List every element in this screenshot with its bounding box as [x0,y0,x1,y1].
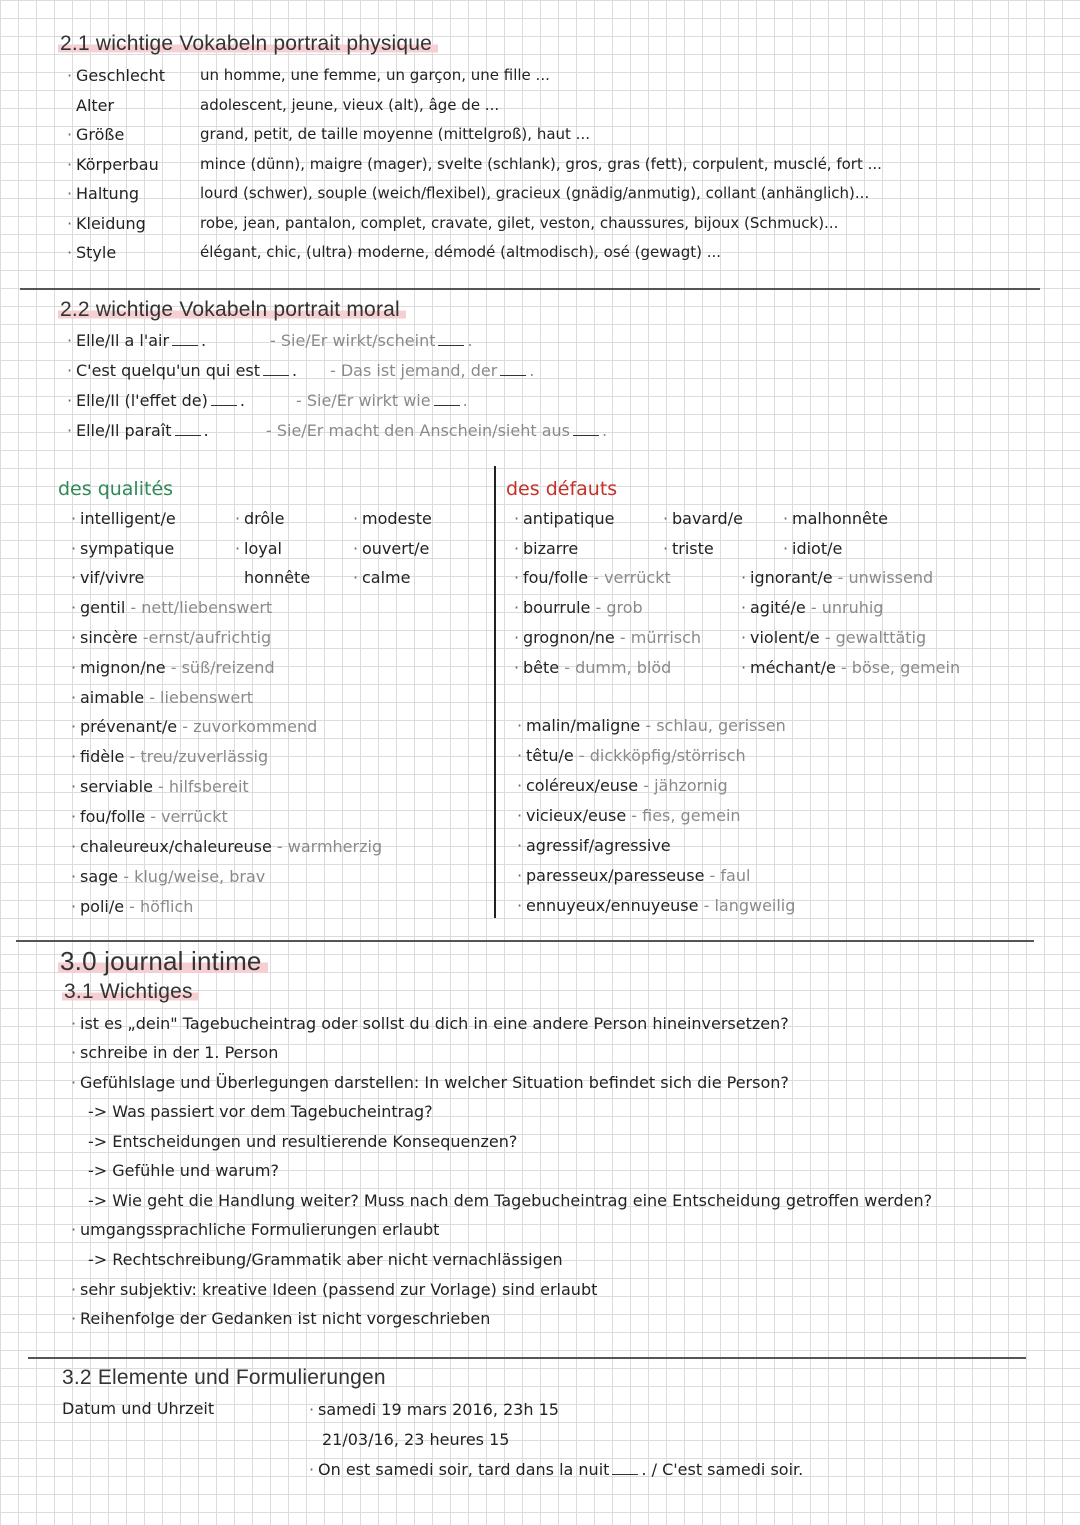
defaut-item: · fou/folle - verrückt [523,568,671,587]
datum-label: Datum und Uhrzeit [62,1399,215,1418]
qualite-item: · serviable - hilfsbereit [80,777,249,796]
defaut-item: · bavard/e [672,509,743,528]
note-subline: -> Gefühle und warum? [88,1161,280,1180]
defaut-item: · idiot/e [792,539,842,558]
qualite-item: · sympatique [80,539,174,558]
divider-3 [28,1357,1026,1359]
label-geschlecht: · Geschlecht [76,66,165,85]
phrase-de: - Sie/Er wirkt/scheint . [270,331,473,350]
value-haltung: lourd (schwer), souple (weich/flexibel), gracieux (gnädig/anmutig), collant (anhänglich)... [200,184,870,202]
defaut-item: · bête - dumm, blöd [523,658,671,677]
qualite-item: · fou/folle - verrückt [80,807,228,826]
divider-2 [16,940,1034,942]
defaut-item: · malhonnête [792,509,888,528]
label-koerperbau: · Körperbau [76,155,159,174]
defaut-item: · ignorant/e - unwissend [750,568,933,587]
phrase-fr: · Elle/Il paraît . [76,421,209,440]
defaut-item: · antipatique [523,509,614,528]
note-line: · Gefühlslage und Überlegungen darstellen: In welcher Situation befindet sich die Person? [80,1073,789,1092]
defaut-item: · paresseux/paresseuse - faul [526,866,750,885]
phrase-de: - Das ist jemand, der . [330,361,535,380]
defaut-item: · têtu/e - dickköpfig/störrisch [526,746,746,765]
phrase-fr: · Elle/Il (l'effet de) . [76,391,245,410]
defaut-item: · bizarre [523,539,578,558]
section-2-1-title: 2.1 wichtige Vokabeln portrait physique [58,32,438,56]
note-line: · sehr subjektiv: kreative Ideen (passend zur Vorlage) sind erlaubt [80,1280,597,1299]
note-subline: -> Rechtschreibung/Grammatik aber nicht vernachlässigen [88,1250,563,1269]
qualite-item: · sage - klug/weise, brav [80,867,265,886]
qualite-item: · poli/e - höflich [80,897,193,916]
phrase-fr: · C'est quelqu'un qui est . [76,361,297,380]
defaut-item: · vicieux/euse - fies, gemein [526,806,741,825]
qualite-item: · prévenant/e - zuvorkommend [80,717,317,736]
divider-1 [20,288,1040,290]
qualite-item: · ouvert/e [362,539,429,558]
phrase-de: - Sie/Er wirkt wie . [296,391,468,410]
defaut-item: · grognon/ne - mürrisch [523,628,701,647]
datum-example: 21/03/16, 23 heures 15 [322,1430,510,1449]
datum-example: · On est samedi soir, tard dans la nuit . / C'est samedi soir. [318,1460,803,1479]
value-kleidung: robe, jean, pantalon, complet, cravate, gilet, veston, chaussures, bijoux (Schmuck)... [200,214,839,232]
qualite-item: · intelligent/e [80,509,176,528]
defaut-item: · violent/e - gewalttätig [750,628,926,647]
value-koerperbau: mince (dünn), maigre (mager), svelte (schlank), gros, gras (fett), corpulent, musclé, fort ... [200,155,882,173]
note-subline: -> Entscheidungen und resultierende Konsequenzen? [88,1132,518,1151]
defaut-item: · méchant/e - böse, gemein [750,658,960,677]
defaut-item: · ennuyeux/ennuyeuse - langweilig [526,896,795,915]
value-alter: adolescent, jeune, vieux (alt), âge de ... [200,96,500,114]
note-line: · ist es „dein" Tagebucheintrag oder sollst du dich in eine andere Person hineinversetzen? [80,1014,789,1033]
phrase-fr: · Elle/Il a l'air . [76,331,206,350]
section-3-2-title: 3.2 Elemente und Formulierungen [62,1366,386,1389]
defauts-title: des défauts [506,478,618,500]
qualite-item: · vif/vivre [80,568,144,587]
section-3-1-title: 3.1 Wichtiges [62,980,199,1004]
note-subline: -> Wie geht die Handlung weiter? Muss nach dem Tagebucheintrag eine Entscheidung getroffen werden? [88,1191,933,1210]
label-style: · Style [76,243,116,262]
defaut-item: · bourrule - grob [523,598,643,617]
qualite-item: · modeste [362,509,432,528]
qualite-item: · fidèle - treu/zuverlässig [80,747,268,766]
note-line: · schreibe in der 1. Person [80,1043,278,1062]
label-kleidung: · Kleidung [76,214,146,233]
qualites-title: des qualités [58,478,174,500]
qualite-item: · drôle [244,509,284,528]
defaut-item: · malin/maligne - schlau, gerissen [526,716,786,735]
qualite-item: · mignon/ne - süß/reizend [80,658,275,677]
note-line: · Reihenfolge der Gedanken ist nicht vorgeschrieben [80,1309,490,1328]
defaut-item: · coléreux/euse - jähzornig [526,776,728,795]
qualite-item: · loyal [244,539,282,558]
qualite-item: · aimable - liebenswert [80,688,253,707]
qualite-item: · gentil - nett/liebenswert [80,598,272,617]
label-alter: Alter [76,96,115,115]
label-groesse: · Größe [76,125,124,144]
section-2-2-title: 2.2 wichtige Vokabeln portrait moral [58,298,406,322]
qualite-item: · chaleureux/chaleureuse - warmherzig [80,837,382,856]
section-3-0-title: 3.0 journal intime [58,946,268,977]
value-groesse: grand, petit, de taille moyenne (mittelgroß), haut ... [200,125,590,143]
qualite-item: honnête [244,568,311,587]
datum-example: · samedi 19 mars 2016, 23h 15 [318,1400,559,1419]
defaut-item: · agité/e - unruhig [750,598,883,617]
qualite-item: · calme [362,568,410,587]
defaut-item: · triste [672,539,714,558]
value-geschlecht: un homme, une femme, un garçon, une fille ... [200,66,550,84]
note-line: · umgangssprachliche Formulierungen erlaubt [80,1220,439,1239]
defaut-item: · agressif/agressive [526,836,671,855]
value-style: élégant, chic, (ultra) moderne, démodé (altmodisch), osé (gewagt) ... [200,243,722,261]
phrase-de: - Sie/Er macht den Anschein/sieht aus . [266,421,608,440]
qualite-item: · sincère -ernst/aufrichtig [80,628,271,647]
note-subline: -> Was passiert vor dem Tagebucheintrag? [88,1102,433,1121]
column-divider [494,466,496,918]
label-haltung: · Haltung [76,184,139,203]
